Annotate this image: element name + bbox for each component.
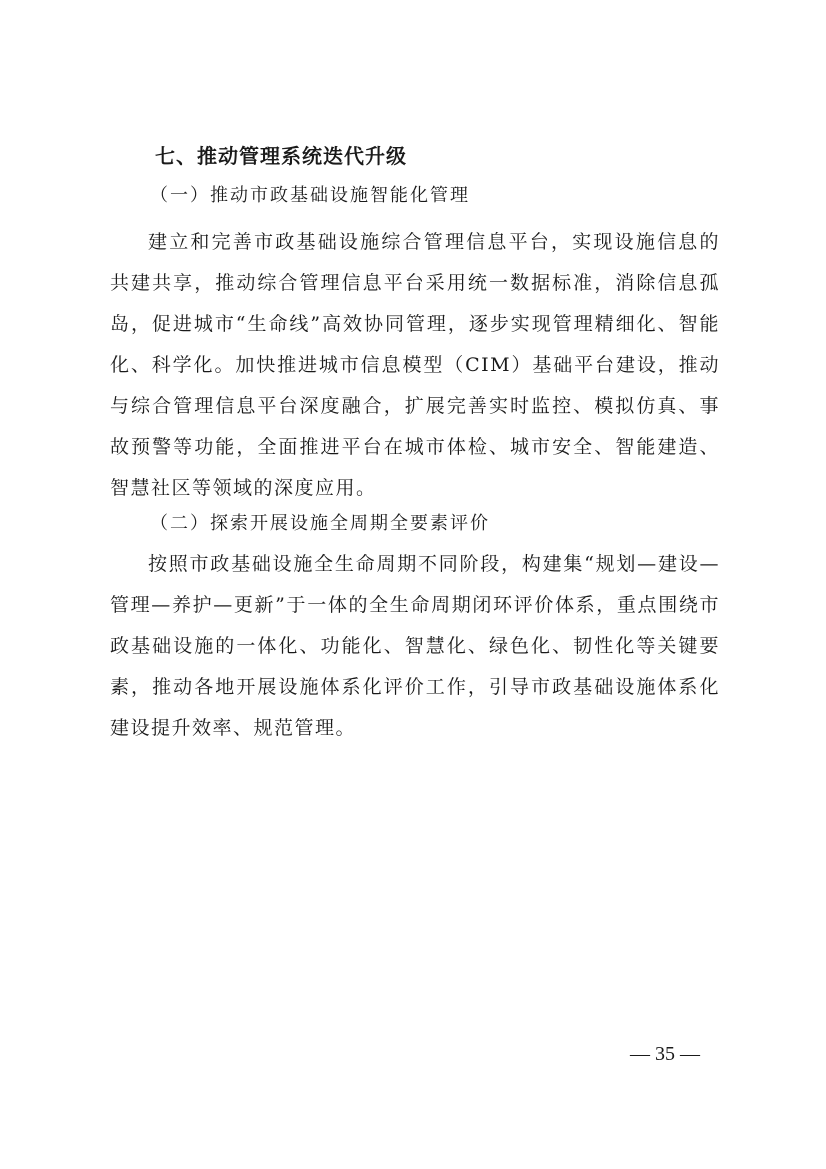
subsection-heading-2: （二）探索开展设施全周期全要素评价 xyxy=(150,513,490,534)
subsection-paragraph-2: 按照市政基础设施全生命周期不同阶段，构建集“规划—建设—管理—养护—更新”于一体的全生命周期闭环评价体系，重点围绕市政基础设施的一体化、功能化、智慧化、绿色化、韧性化等关键要素，推动各地开展设施体系化评价工作，引导市政基础设施体系化建设提升效率、规范管理。 xyxy=(110,553,720,739)
page-number: — 35 — xyxy=(630,1043,700,1065)
subsection-heading-1: （一）推动市政基础设施智能化管理 xyxy=(150,185,470,206)
subsection-paragraph-1: 建立和完善市政基础设施综合管理信息平台，实现设施信息的共建共享，推动综合管理信息平台采用统一数据标准，消除信息孤岛，促进城市“生命线”高效协同管理，逐步实现管理精细化、智能化、科学化。加快推进城市信息模型（CIM）基础平台建设，推动与综合管理信息平台深度融合，扩展完善实时监控、模拟仿真、事故预警等功能，全面推进平台在城市体检、城市安全、智能建造、智慧社区等领域的深度应用。 xyxy=(110,231,720,499)
section-heading: 七、推动管理系统迭代升级 xyxy=(155,144,407,168)
